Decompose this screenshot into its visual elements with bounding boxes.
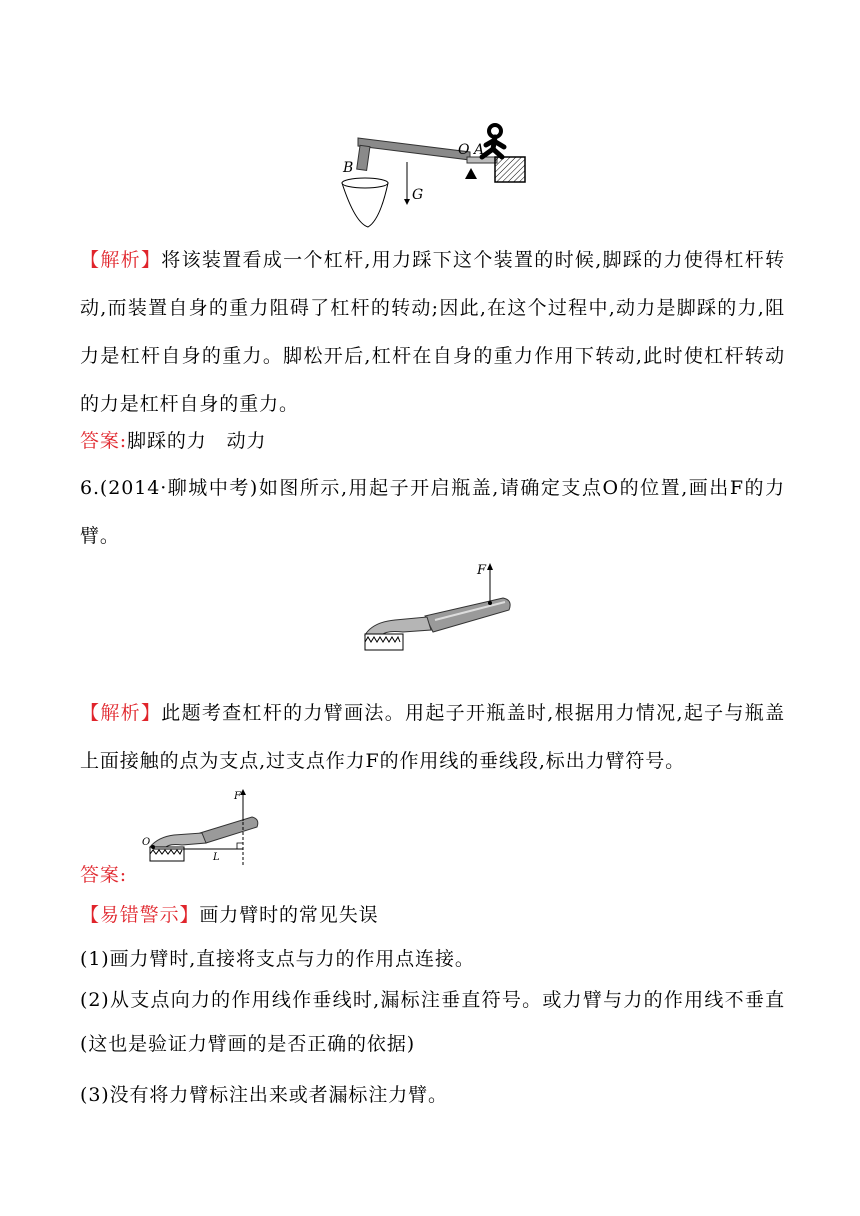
analysis-text: 将该装置看成一个杠杆,用力踩下这个装置的时候,脚踩的力使得杠杆转动,而装置自身的重力阻碍了杠杆的转动;因此,在这个过程中,动力是脚踩的力,阻力是杠杆自身的重力。脚松开后,杠杆在自身的重力作用下转动,此时使杠杆转动的力是杠杆自身的重力。 xyxy=(80,249,785,415)
answer-label: 答案: xyxy=(80,430,128,452)
opener-head xyxy=(365,617,431,636)
analysis-1 xyxy=(80,236,785,428)
person-icon xyxy=(482,125,504,157)
hatched-block xyxy=(495,157,525,182)
warning-heading xyxy=(80,900,379,930)
answer-2 xyxy=(80,860,127,890)
analysis-text: 此题考查杠杆的力臂画法。用起子开瓶盖时,根据用力情况,起子与瓶盖上面接触的点为支点,过支点作力F的作用线的垂线段,标出力臂符号。 xyxy=(80,702,785,772)
question-6 xyxy=(80,464,785,560)
figure-answer-opener xyxy=(140,785,270,873)
fulcrum-icon xyxy=(465,168,477,179)
label-o: O xyxy=(458,142,470,158)
answer-label: 答案: xyxy=(80,864,128,886)
question-text: 6.(2014·聊城中考)如图所示,用起子开启瓶盖,请确定支点O的位置,画出F的力臂。 xyxy=(80,477,785,547)
label-o: O xyxy=(142,837,151,848)
figure-bottle-opener xyxy=(355,560,520,660)
label-l: L xyxy=(213,852,220,863)
warning-title: 画力臂时的常见失误 xyxy=(199,904,379,926)
answer-text: 脚踩的力 动力 xyxy=(127,430,267,452)
analysis-tag: 【解析】 xyxy=(80,702,162,724)
lever-arm-b xyxy=(357,145,370,170)
warning-item: (1)画力臂时,直接将支点与力的作用点连接。 xyxy=(80,948,475,970)
lever-beam xyxy=(358,138,470,160)
label-g: G xyxy=(412,187,424,203)
warning-item: (2)从支点向力的作用线作垂线时,漏标注垂直符号。或力臂与力的作用线不垂直(这也是验证力臂画的是否正确的依据) xyxy=(80,989,785,1055)
label-a: A xyxy=(474,142,485,158)
answer-1 xyxy=(80,426,266,456)
analysis-tag: 【解析】 xyxy=(80,249,162,271)
figure-pedal-lever xyxy=(330,105,540,240)
label-f: F xyxy=(234,791,241,802)
pivot-point xyxy=(151,845,155,849)
warning-item: (3)没有将力臂标注出来或者漏标注力臂。 xyxy=(80,1084,448,1106)
analysis-2 xyxy=(80,689,785,785)
warning-tag: 【易错警示】 xyxy=(80,904,200,926)
label-f: F xyxy=(477,563,487,578)
label-b: B xyxy=(343,160,354,176)
